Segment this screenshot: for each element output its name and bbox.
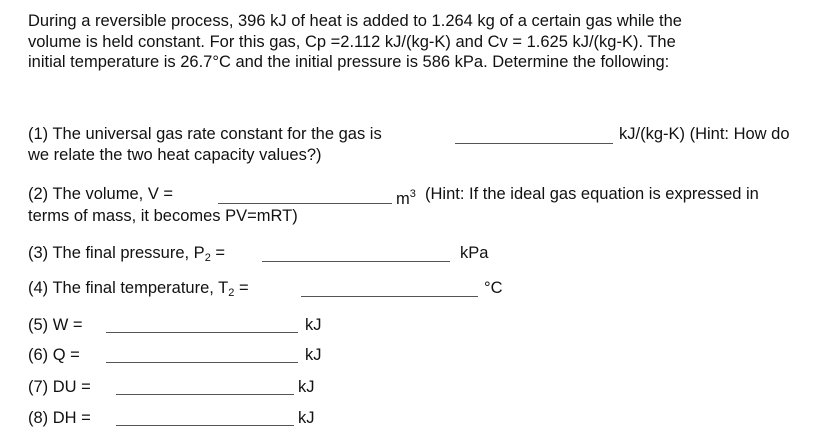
question-3-answer-blank[interactable] — [262, 261, 450, 262]
question-4-subscript: 2 — [228, 287, 235, 299]
question-2-text: (2) The volume, V = — [28, 185, 174, 203]
problem-statement-line: initial temperature is 26.7°C and the initial pressure is 586 kPa. Determine the following: — [28, 53, 670, 71]
problem-statement — [28, 11, 818, 73]
question-8-answer-blank[interactable] — [116, 425, 294, 426]
question-2-hint: (Hint: If the ideal gas equation is expressed in — [425, 185, 759, 203]
question-3-unit: kPa — [460, 244, 489, 262]
question-1-continuation: we relate the two heat capacity values?) — [28, 146, 322, 164]
question-4-answer-blank[interactable] — [301, 296, 478, 297]
problem-statement-line: volume is held constant. For this gas, Cp =2.112 kJ/(kg-K) and Cv = 1.625 kJ/(kg-K). The — [28, 32, 676, 51]
question-4-label: (4) The final temperature, T — [28, 279, 229, 297]
question-6-answer-blank[interactable] — [106, 362, 298, 363]
question-2-answer-blank[interactable] — [218, 203, 392, 204]
question-2-continuation: terms of mass, it becomes PV=mRT) — [28, 207, 298, 225]
question-7-answer-blank[interactable] — [116, 394, 294, 395]
question-8-unit: kJ — [298, 409, 315, 427]
question-4-unit: °C — [484, 279, 503, 297]
question-8-text: (8) DH = — [28, 409, 91, 427]
question-3-label: (3) The final pressure, P — [28, 244, 205, 262]
question-2-unit-exponent: 3 — [409, 188, 416, 200]
question-6-unit: kJ — [305, 346, 322, 364]
question-3-text — [28, 243, 225, 268]
question-5-answer-blank[interactable] — [106, 332, 298, 333]
question-5-unit: kJ — [305, 316, 322, 334]
question-2-unit — [396, 184, 416, 209]
question-7-unit: kJ — [298, 378, 315, 396]
question-4-equals: = — [234, 279, 249, 297]
question-7-text: (7) DU = — [28, 378, 91, 396]
question-3-subscript: 2 — [204, 252, 211, 264]
question-3-equals: = — [210, 244, 226, 262]
question-6-text: (6) Q = — [28, 346, 80, 364]
question-1-unit-hint: kJ/(kg-K) (Hint: How do — [619, 125, 790, 143]
question-4-text — [28, 278, 249, 303]
question-1-answer-blank[interactable] — [455, 143, 613, 144]
question-1-text: (1) The universal gas rate constant for the gas is — [28, 125, 382, 143]
problem-statement-line: During a reversible process, 396 kJ of heat is added to 1.264 kg of a certain gas while the — [28, 12, 682, 30]
question-5-text: (5) W = — [28, 316, 83, 334]
question-2-unit-base: m — [396, 190, 410, 208]
